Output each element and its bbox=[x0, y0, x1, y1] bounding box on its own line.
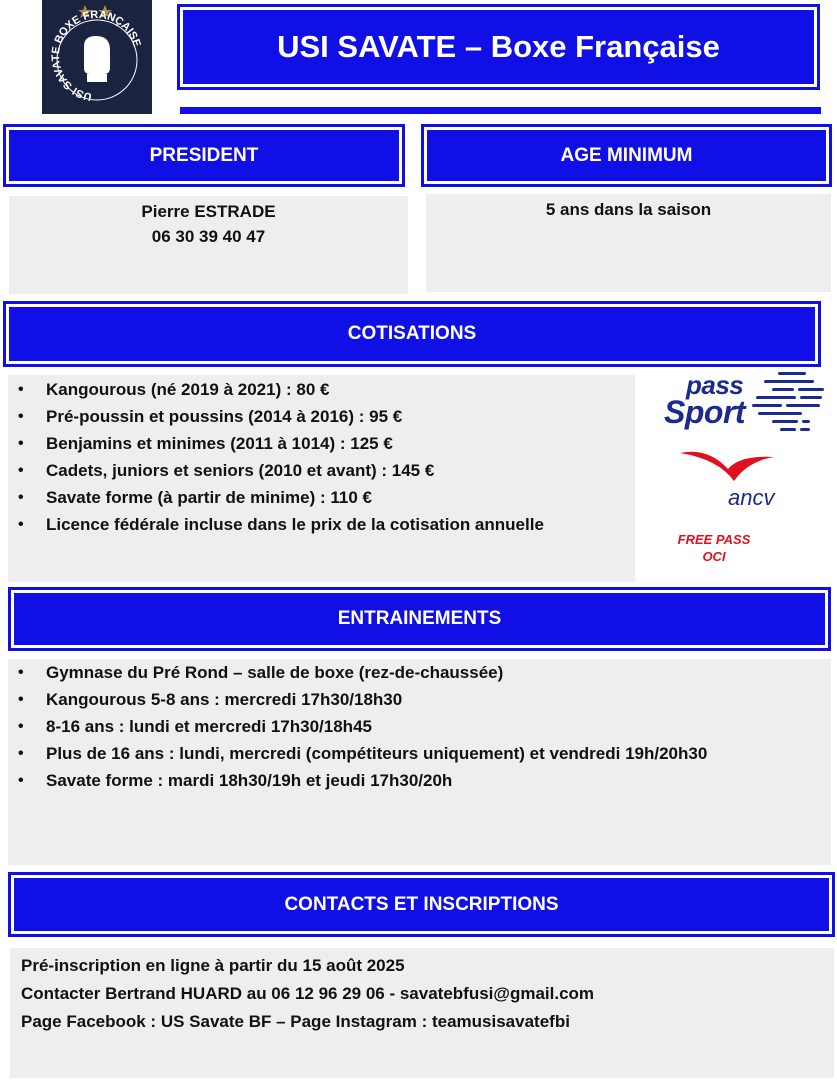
page-title: USI SAVATE – Boxe Française bbox=[177, 4, 820, 90]
cotisations-header: COTISATIONS bbox=[3, 301, 821, 367]
pass-sport-logo bbox=[660, 368, 830, 438]
social-line: Page Facebook : US Savate BF – Page Instagram : teamusisavatefbi bbox=[21, 1012, 570, 1031]
free-pass-line1: FREE PASS bbox=[677, 532, 751, 547]
list-item: • Kangourous 5-8 ans : mercredi 17h30/18h30 bbox=[8, 687, 819, 712]
pass-sport-line2: Sport bbox=[664, 394, 746, 430]
entrainements-header: ENTRAINEMENTS bbox=[8, 587, 831, 651]
list-item: • Cadets, juniors et seniors (2010 et avant) : 145 € bbox=[8, 458, 625, 483]
preinscription-line: Pré-inscription en ligne à partir du 15 août 2025 bbox=[21, 956, 405, 975]
ancv-logo bbox=[678, 447, 798, 511]
list-item: • Plus de 16 ans : lundi, mercredi (compétiteurs uniquement) et vendredi 19h/20h30 bbox=[8, 741, 819, 766]
contacts-header: CONTACTS ET INSCRIPTIONS bbox=[8, 872, 835, 937]
cotisations-list bbox=[8, 377, 625, 539]
free-pass-oci bbox=[664, 531, 764, 565]
contact-line: Contacter Bertrand HUARD au 06 12 96 29 06 - savatebfusi@gmail.com bbox=[21, 984, 595, 1003]
pass-sport-stripes-icon bbox=[660, 368, 830, 438]
ancv-label: ancv bbox=[728, 485, 775, 510]
boxing-glove-icon bbox=[42, 0, 152, 114]
title-underline bbox=[180, 107, 821, 114]
list-item: • Pré-poussin et poussins (2014 à 2016) : 95 € bbox=[8, 404, 625, 429]
pass-sport-line1: pass bbox=[686, 370, 744, 400]
president-phone: 06 30 39 40 47 bbox=[151, 227, 266, 246]
list-item: • Savate forme : mardi 18h30/19h et jeudi 17h30/20h bbox=[8, 768, 819, 793]
list-item: • Savate forme (à partir de minime) : 110 € bbox=[8, 485, 625, 510]
seagull-icon bbox=[678, 447, 798, 487]
club-logo bbox=[42, 0, 152, 114]
president-header: PRESIDENT bbox=[3, 124, 405, 187]
list-item: • 8-16 ans : lundi et mercredi 17h30/18h45 bbox=[8, 714, 819, 739]
list-item: • Benjamins et minimes (2011 à 1014) : 125 € bbox=[8, 431, 625, 456]
president-name: Pierre ESTRADE bbox=[141, 202, 276, 221]
age-minimum-header: AGE MINIMUM bbox=[421, 124, 832, 187]
free-pass-line2: OCI bbox=[702, 549, 726, 564]
president-info bbox=[9, 199, 408, 249]
contacts-info bbox=[21, 952, 821, 1036]
svg-text:USI SAVATE BOXE FRANÇAISE: USI SAVATE BOXE FRANÇAISE bbox=[49, 8, 143, 103]
list-item: • Licence fédérale incluse dans le prix de la cotisation annuelle bbox=[8, 512, 625, 537]
list-item: • Gymnase du Pré Rond – salle de boxe (rez-de-chaussée) bbox=[8, 660, 819, 685]
age-minimum-text: 5 ans dans la saison bbox=[545, 200, 712, 219]
entrainements-list bbox=[8, 660, 819, 795]
list-item: • Kangourous (né 2019 à 2021) : 80 € bbox=[8, 377, 625, 402]
